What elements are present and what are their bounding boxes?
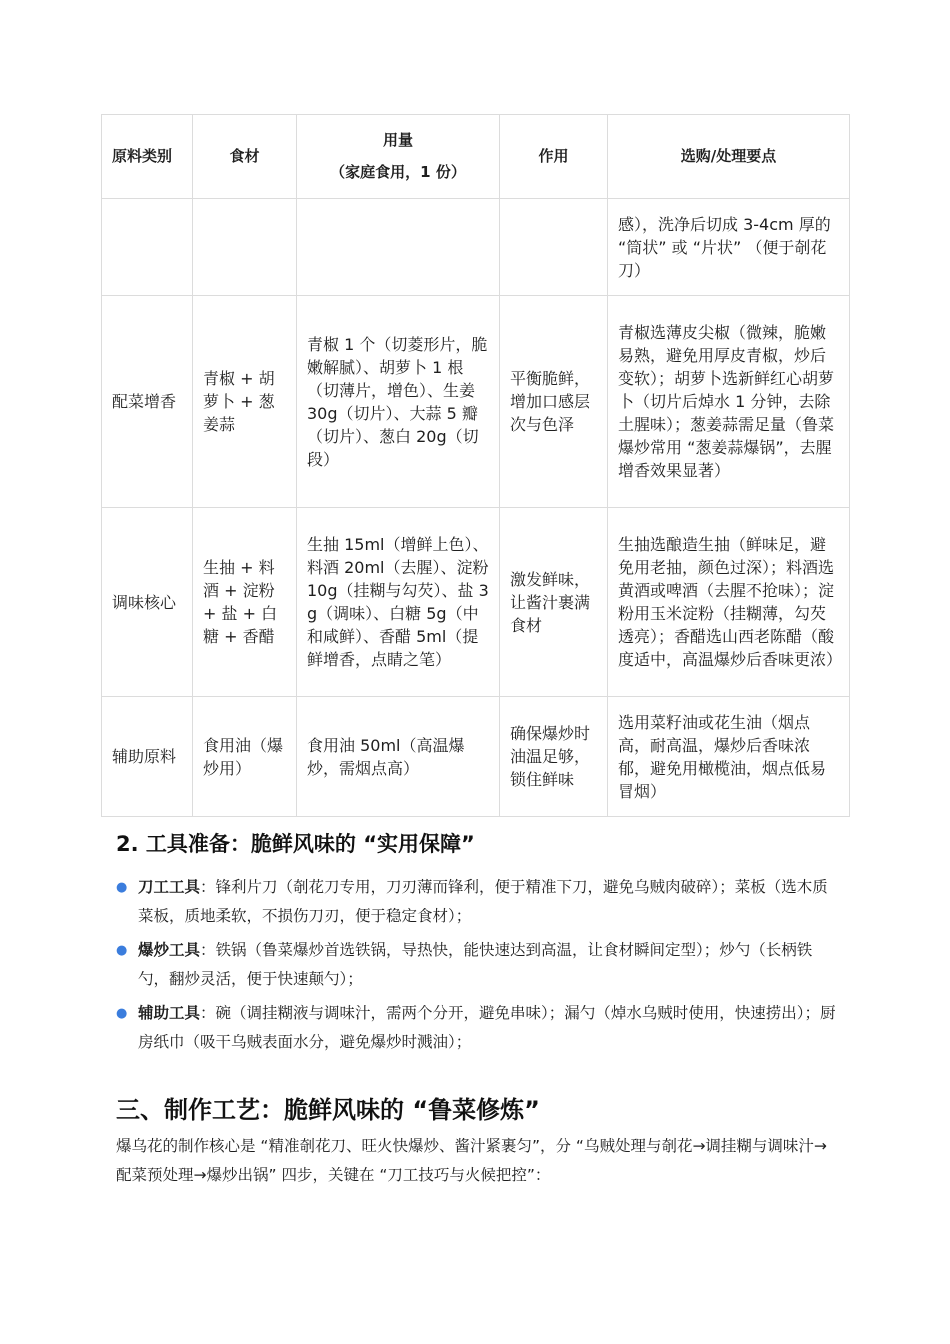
tool-name: 爆炒工具	[138, 941, 201, 959]
tool-name: 刀工工具	[138, 878, 201, 896]
header-ingredient: 食材	[193, 115, 297, 199]
cell-tips: 青椒选薄皮尖椒（微辣，脆嫩易熟，避免用厚皮青椒，炒后变软）；胡萝卜选新鲜红心胡萝卜（切片后焯水 1 分钟，去除土腥味）；葱姜蒜需足量（鲁菜爆炒常用 “葱姜蒜爆锅”，去腥增香效果显著）	[608, 296, 850, 508]
cell-effect: 确保爆炒时油温足够，锁住鲜味	[500, 697, 608, 817]
tool-description: ：铁锅（鲁菜爆炒首选铁锅，导热快，能快速达到高温，让食材瞬间定型）；炒勺（长柄铁勺，翻炒灵活，便于快速颠勺）；	[138, 941, 813, 988]
bullet-dot-icon: ●	[116, 880, 128, 895]
cell-ingredient	[193, 199, 297, 296]
cell-ingredient: 生抽 + 料酒 + 淀粉 + 盐 + 白糖 + 香醋	[193, 508, 297, 697]
tool-name: 辅助工具	[138, 1004, 201, 1022]
cell-tips: 感），洗净后切成 3-4cm 厚的 “筒状” 或 “片状” （便于剞花刀）	[608, 199, 850, 296]
cell-category	[102, 199, 193, 296]
cell-amount	[297, 199, 500, 296]
process-section-title: 三、制作工艺：脆鲜风味的 “鲁菜修炼”	[116, 1096, 540, 1124]
table-row	[102, 697, 850, 817]
cell-category: 调味核心	[102, 508, 193, 697]
list-item	[116, 873, 836, 931]
cell-effect: 平衡脆鲜，增加口感层次与色泽	[500, 296, 608, 508]
cell-amount: 生抽 15ml（增鲜上色）、料酒 20ml（去腥）、淀粉 10g（挂糊与勾芡）、盐 3g（调味）、白糖 5g（中和咸鲜）、香醋 5ml（提鲜增香，点睛之笔）	[297, 508, 500, 697]
table-header-row	[102, 115, 850, 199]
table-row	[102, 199, 850, 296]
table-row	[102, 508, 850, 697]
list-item	[116, 999, 836, 1057]
cell-tips: 选用菜籽油或花生油（烟点高，耐高温，爆炒后香味浓郁，避免用橄榄油，烟点低易冒烟）	[608, 697, 850, 817]
cell-effect: 激发鲜味，让酱汁裹满食材	[500, 508, 608, 697]
bullet-dot-icon: ●	[116, 943, 128, 958]
header-amount-line1: 用量	[382, 131, 413, 149]
tool-description: ：锋利片刀（剞花刀专用，刀刃薄而锋利，便于精准下刀，避免乌贼肉破碎）；菜板（选木质菜板，质地柔软，不损伤刀刃，便于稳定食材）；	[138, 878, 828, 925]
cell-category: 配菜增香	[102, 296, 193, 508]
header-category: 原料类别	[102, 115, 193, 199]
header-amount	[297, 115, 500, 199]
cell-ingredient: 青椒 + 胡萝卜 + 葱姜蒜	[193, 296, 297, 508]
header-effect: 作用	[500, 115, 608, 199]
cell-category: 辅助原料	[102, 697, 193, 817]
table-row	[102, 296, 850, 508]
tools-list	[116, 873, 836, 1062]
tool-description: ：碗（调挂糊液与调味汁，需两个分开，避免串味）；漏勺（焯水乌贼时使用，快速捞出）；厨房纸巾（吸干乌贼表面水分，避免爆炒时溅油）；	[138, 1004, 836, 1051]
bullet-dot-icon: ●	[116, 1006, 128, 1021]
cell-ingredient: 食用油（爆炒用）	[193, 697, 297, 817]
list-item	[116, 936, 836, 994]
process-intro-paragraph: 爆乌花的制作核心是 “精准剞花刀、旺火快爆炒、酱汁紧裹匀”，分 “乌贼处理与剞花→调挂糊与调味汁→配菜预处理→爆炒出锅” 四步，关键在 “刀工技巧与火候把控”：	[116, 1137, 827, 1184]
ingredient-table	[101, 114, 850, 817]
header-amount-line2: （家庭食用，1 份）	[330, 163, 466, 181]
header-tips: 选购/处理要点	[608, 115, 850, 199]
cell-amount: 食用油 50ml（高温爆炒，需烟点高）	[297, 697, 500, 817]
cell-tips: 生抽选酿造生抽（鲜味足，避免用老抽，颜色过深）；料酒选黄酒或啤酒（去腥不抢味）；淀粉用玉米淀粉（挂糊薄，勾芡透亮）；香醋选山西老陈醋（酸度适中，高温爆炒后香味更浓）	[608, 508, 850, 697]
tools-section-title: 2. 工具准备：脆鲜风味的 “实用保障”	[116, 832, 475, 856]
cell-effect	[500, 199, 608, 296]
cell-amount: 青椒 1 个（切菱形片，脆嫩解腻）、胡萝卜 1 根（切薄片，增色）、生姜 30g（切片）、大蒜 5 瓣（切片）、葱白 20g（切段）	[297, 296, 500, 508]
